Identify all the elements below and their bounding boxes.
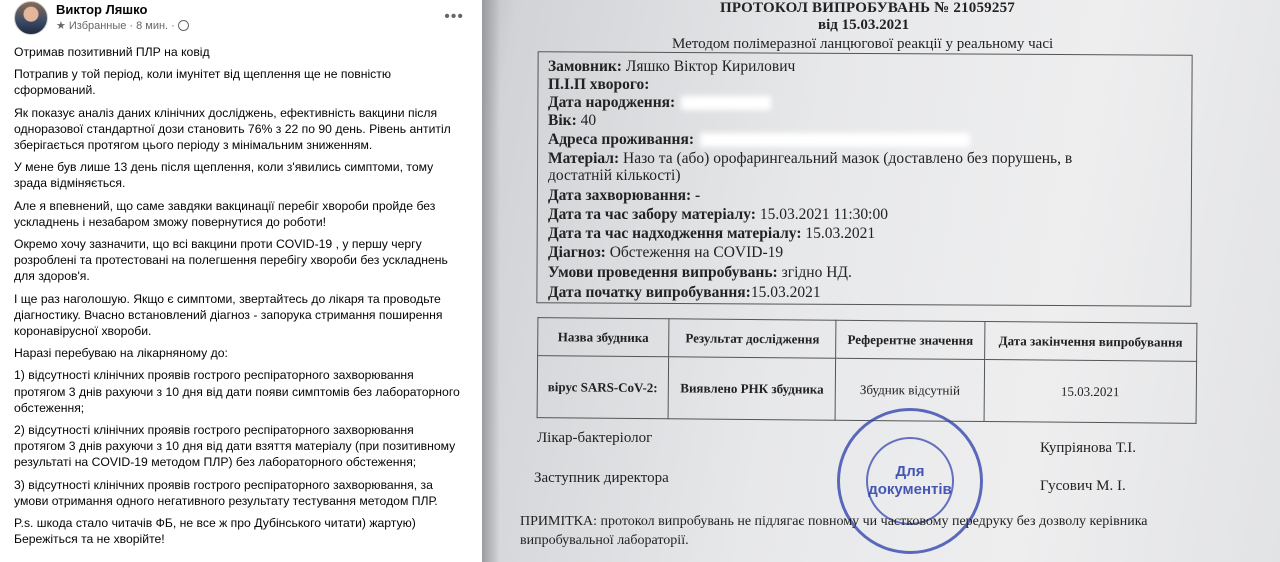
post-time[interactable]: 8 мин. bbox=[136, 19, 169, 32]
field-birth-date: Дата народження: bbox=[548, 94, 771, 112]
redacted-blur bbox=[681, 96, 771, 110]
table-cell: Збудник відсутній bbox=[836, 358, 985, 421]
attached-photo[interactable] bbox=[482, 0, 1280, 562]
post-paragraph: Наразі перебуваю на лікарняному до: bbox=[14, 346, 228, 361]
post-author[interactable]: Виктор Ляшко bbox=[56, 2, 148, 17]
table-cell: 15.03.2021 bbox=[984, 360, 1197, 424]
post-header bbox=[14, 0, 468, 38]
table-header: Дата закінчення випробування bbox=[984, 322, 1197, 362]
post-paragraph: Окремо хочу зазначити, що всі вакцини проти COVID-19 , у першу чергу розроблені та протестовані на полегшення перебігу хвороби без ускладнень для здоров'я. bbox=[14, 237, 448, 284]
more-options-icon[interactable]: ••• bbox=[444, 8, 464, 25]
facebook-post bbox=[0, 0, 482, 562]
redacted-blur bbox=[700, 133, 970, 147]
signature-role-1: Лікар-бактеріолог bbox=[537, 430, 653, 446]
field-patient-name: П.І.П хворого: bbox=[548, 76, 650, 93]
post-paragraph: Отримав позитивний ПЛР на ковід bbox=[14, 45, 210, 59]
results-table bbox=[537, 317, 1198, 424]
post-body bbox=[14, 44, 468, 547]
protocol-method: Методом полімеразної ланцюгової реакції у реальному часі bbox=[672, 36, 1054, 52]
meta-separator: · bbox=[129, 19, 134, 32]
star-icon: ★ bbox=[56, 20, 66, 32]
protocol-title: ПРОТОКОЛ ВИПРОБУВАНЬ № 21059257 bbox=[720, 0, 1015, 16]
post-meta bbox=[56, 19, 189, 32]
protocol-date: від 15.03.2021 bbox=[818, 17, 910, 33]
post-paragraph: 1) відсутності клінічних проявів гострого респіраторного захворювання протягом 3 днів рахуючи з 10 дня від дати появи симптомів без лабораторного обстеження; bbox=[14, 368, 460, 415]
test-protocol-document bbox=[482, 0, 1280, 562]
post-paragraph: 3) відсутності клінічних проявів гострого респіраторного захворювання, за умови отримання одного негативного результату тестування методом ПЛР. bbox=[14, 477, 438, 508]
post-paragraph: Потрапив у той період, коли імунітет від щеплення ще не повністю сформований. bbox=[14, 67, 391, 98]
table-header: Результат дослідження bbox=[668, 319, 836, 358]
field-diagnosis: Діагноз: Обстеження на COVID-19 bbox=[548, 244, 784, 261]
table-header: Референтне значення bbox=[836, 320, 985, 359]
favorites-label: Избранные bbox=[68, 19, 127, 32]
table-cell: вірус SARS-CoV-2: bbox=[537, 356, 668, 419]
field-collection-time: Дата та час забору матеріалу: 15.03.2021 11:30:00 bbox=[548, 206, 888, 223]
table-cell: Виявлено РНК збудника bbox=[668, 357, 836, 420]
globe-icon bbox=[178, 20, 189, 31]
table-header-row bbox=[538, 318, 1197, 362]
signature-role-2: Заступник директора bbox=[534, 470, 669, 486]
avatar[interactable] bbox=[14, 1, 48, 35]
field-receipt-time: Дата та час надходження матеріалу: 15.03.2021 bbox=[548, 225, 876, 242]
field-address: Адреса проживання: bbox=[548, 131, 970, 149]
field-illness-date: Дата захворювання: - bbox=[548, 187, 701, 204]
post-paragraph: 2) відсутності клінічних проявів гострого респіраторного захворювання протягом 3 днів рахуючи з 10 дня від дати взяття матеріалу (при позитивному результаті на COVID-19 методом ПЛР) без лабораторного обстеження; bbox=[14, 423, 456, 470]
table-row bbox=[537, 356, 1197, 424]
field-test-conditions: Умови проведення випробувань: згідно НД. bbox=[548, 264, 852, 281]
table-header: Назва збудника bbox=[538, 318, 669, 357]
post-paragraph: У мене був лише 13 день після щеплення, коли з'явились симптоми, тому зрада відміняється. bbox=[14, 160, 434, 191]
field-age: Вік: 40 bbox=[548, 112, 597, 129]
field-test-start: Дата початку випробування:15.03.2021 bbox=[548, 284, 821, 301]
signature-name-2: Гусович М. І. bbox=[1040, 478, 1126, 494]
field-material: Матеріал: Назо та (або) орофарингеальний мазок (доставлено без порушень, в bbox=[548, 150, 1073, 167]
post-paragraph: Як показує аналіз даних клінічних досліджень, ефективність вакцини після одноразової стандартної дози становить 76% з 22 по 90 день. Рівень антитіл зберігається протягом цього періоду з мінімальним зниженням. bbox=[14, 105, 451, 153]
signature-name-1: Купріянова Т.І. bbox=[1040, 440, 1136, 456]
field-customer: Замовник: Ляшко Віктор Кирилович bbox=[548, 58, 796, 75]
post-paragraph: Але я впевнений, що саме завдяки вакцинації перебіг хвороби пройде без ускладнень і незабаром зможу повернутися до роботи! bbox=[14, 198, 436, 229]
post-paragraph: І ще раз наголошую. Якщо є симптоми, звертайтесь до лікаря та проводьте діагностику. Вчасно встановлений діагноз - запорука стримання поширення коронавірусної хвороби. bbox=[14, 291, 443, 339]
meta-separator-2: · bbox=[171, 19, 175, 32]
field-material-cont: достатній кількості) bbox=[548, 167, 681, 184]
post-paragraph: P.s. шкода стало читачів ФБ, не все ж про Дубінського читати) жартую) Бережіться та не хворійте! bbox=[14, 516, 416, 547]
protocol-note: ПРИМІТКА: протокол випробувань не підлягає повному чи частковому передруку без дозволу керівника випробувальної лабораторії. bbox=[520, 514, 1148, 548]
stamp-text: Для документів bbox=[868, 463, 952, 498]
